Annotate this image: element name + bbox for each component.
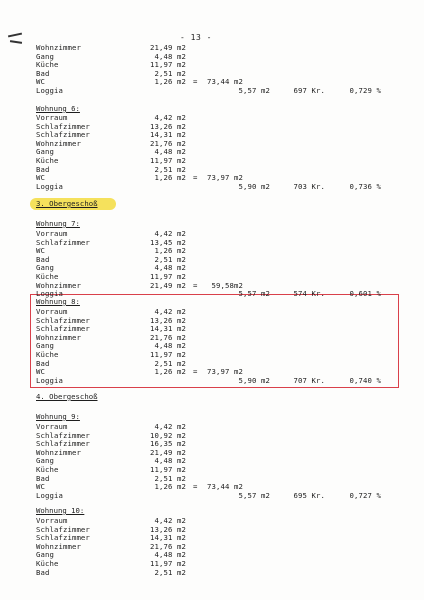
- room-area: 2,51 m2: [154, 473, 186, 483]
- equals-sign: =: [193, 173, 198, 183]
- room-name: Gang: [36, 51, 54, 61]
- room-name: Gang: [36, 550, 54, 560]
- share-percent: 0,727 %: [349, 490, 381, 500]
- room-area: 21,49 m2: [150, 43, 186, 52]
- room-area: 4,42 m2: [154, 307, 186, 316]
- apartment-heading: Wohnung 9:: [36, 412, 80, 421]
- room-name: Küche: [36, 350, 59, 359]
- room-area: 14,31 m2: [150, 130, 186, 140]
- room-area: 4,48 m2: [154, 147, 186, 157]
- room-name: WC: [36, 173, 45, 183]
- loggia-area: 5,57 m2: [238, 289, 270, 299]
- scan-artifact: [8, 33, 22, 38]
- room-area: 4,42 m2: [154, 113, 186, 122]
- room-area: 4,48 m2: [154, 456, 186, 466]
- room-area: 14,31 m2: [150, 533, 186, 543]
- room-name: WC: [36, 482, 45, 492]
- loggia-label: Loggia: [36, 181, 63, 191]
- room-name: Bad: [36, 68, 50, 78]
- room-name: WC: [36, 246, 45, 256]
- room-area: 10,92 m2: [150, 430, 186, 440]
- room-area: 4,48 m2: [154, 341, 186, 351]
- room-name: Gang: [36, 147, 54, 157]
- share-percent: 0,729 %: [349, 86, 381, 95]
- room-area: 4,42 m2: [154, 516, 186, 525]
- room-name: Gang: [36, 263, 54, 273]
- room-name: Küche: [36, 272, 59, 281]
- room-area: 21,49 m2: [150, 280, 186, 290]
- kr-value: 574 Kr.: [293, 289, 325, 299]
- room-area: 1,26 m2: [154, 173, 186, 183]
- room-name: WC: [36, 77, 45, 87]
- room-name: Schlafzimmer: [36, 524, 90, 534]
- room-area: 21,76 m2: [150, 138, 186, 148]
- room-area: 11,97 m2: [150, 272, 186, 281]
- room-name: Schlafzimmer: [36, 430, 90, 440]
- apartment-total: 73,97 m2: [207, 367, 243, 377]
- room-area: 13,45 m2: [150, 237, 186, 247]
- loggia-row: [0, 182, 424, 191]
- kr-value: 695 Kr.: [293, 490, 325, 500]
- room-area: 14,31 m2: [150, 324, 186, 334]
- loggia-label: Loggia: [36, 490, 63, 500]
- room-area: 21,76 m2: [150, 332, 186, 342]
- room-area: 11,97 m2: [150, 350, 186, 359]
- room-area: 11,97 m2: [150, 156, 186, 165]
- room-area: 11,97 m2: [150, 60, 186, 70]
- room-name: Bad: [36, 567, 50, 577]
- room-name: Vorraum: [36, 307, 68, 316]
- room-name: Schlafzimmer: [36, 130, 90, 140]
- room-area: 1,26 m2: [154, 246, 186, 256]
- room-area: 11,97 m2: [150, 559, 186, 568]
- equals-sign: =: [193, 280, 198, 290]
- room-name: Schlafzimmer: [36, 315, 90, 325]
- loggia-label: Loggia: [36, 375, 63, 385]
- room-name: Bad: [36, 473, 50, 483]
- room-name: Wohnzimmer: [36, 280, 81, 290]
- page-number: - 13 -: [180, 33, 212, 42]
- room-area: 1,26 m2: [154, 482, 186, 492]
- room-area: 21,49 m2: [150, 447, 186, 457]
- kr-value: 707 Kr.: [293, 375, 325, 385]
- loggia-area: 5,57 m2: [238, 490, 270, 500]
- apartment-heading: Wohnung 8:: [36, 297, 80, 306]
- room-name: Küche: [36, 465, 59, 474]
- loggia-row: [0, 376, 424, 385]
- room-area: 1,26 m2: [154, 367, 186, 377]
- loggia-area: 5,57 m2: [238, 86, 270, 95]
- room-area: 13,26 m2: [150, 524, 186, 534]
- kr-value: 697 Kr.: [293, 86, 325, 95]
- room-name: Küche: [36, 60, 59, 70]
- room-area: 4,48 m2: [154, 263, 186, 273]
- room-name: Wohnzimmer: [36, 43, 81, 52]
- room-area: 13,26 m2: [150, 315, 186, 325]
- room-name: Wohnzimmer: [36, 447, 81, 457]
- loggia-area: 5,90 m2: [238, 181, 270, 191]
- equals-sign: =: [193, 482, 198, 492]
- room-area: 4,48 m2: [154, 51, 186, 61]
- room-name: Vorraum: [36, 516, 68, 525]
- room-area: 13,26 m2: [150, 121, 186, 131]
- apartment-heading: Wohnung 10:: [36, 506, 85, 515]
- room-name: Wohnzimmer: [36, 332, 81, 342]
- share-percent: 0,736 %: [349, 181, 381, 191]
- room-name: Schlafzimmer: [36, 324, 90, 334]
- room-area: 4,42 m2: [154, 422, 186, 431]
- loggia-area: 5,90 m2: [238, 375, 270, 385]
- room-area: 16,35 m2: [150, 439, 186, 449]
- room-area: 4,48 m2: [154, 550, 186, 560]
- room-name: Vorraum: [36, 422, 68, 431]
- apartment-heading: Wohnung 7:: [36, 219, 80, 228]
- room-area: 2,51 m2: [154, 164, 186, 174]
- share-percent: 0,601 %: [349, 289, 381, 299]
- room-name: Wohnzimmer: [36, 138, 81, 148]
- room-name: Küche: [36, 559, 59, 568]
- room-name: Schlafzimmer: [36, 439, 90, 449]
- room-name: Wohnzimmer: [36, 541, 81, 551]
- room-area: 2,51 m2: [154, 68, 186, 78]
- apartment-total: 73,44 m2: [207, 482, 243, 492]
- equals-sign: =: [193, 367, 198, 377]
- floor-heading: 3. Obergeschoß: [36, 199, 98, 208]
- loggia-row: [0, 86, 424, 95]
- room-area: 11,97 m2: [150, 465, 186, 474]
- apartment-total: 59,58m2: [211, 280, 243, 290]
- room-area: 2,51 m2: [154, 358, 186, 368]
- room-area: 2,51 m2: [154, 254, 186, 264]
- room-name: Küche: [36, 156, 59, 165]
- apartment-total: 73,44 m2: [207, 77, 243, 87]
- room-name: Bad: [36, 254, 50, 264]
- room-row: [0, 568, 424, 577]
- loggia-label: Loggia: [36, 289, 63, 299]
- loggia-label: Loggia: [36, 86, 63, 95]
- equals-sign: =: [193, 77, 198, 87]
- room-area: 21,76 m2: [150, 541, 186, 551]
- room-name: Gang: [36, 456, 54, 466]
- share-percent: 0,740 %: [349, 375, 381, 385]
- apartment-total: 73,97 m2: [207, 173, 243, 183]
- room-name: WC: [36, 367, 45, 377]
- room-name: Bad: [36, 164, 50, 174]
- room-name: Schlafzimmer: [36, 121, 90, 131]
- room-name: Bad: [36, 358, 50, 368]
- room-name: Schlafzimmer: [36, 533, 90, 543]
- loggia-row: [0, 491, 424, 500]
- room-name: Vorraum: [36, 229, 68, 238]
- room-area: 2,51 m2: [154, 567, 186, 577]
- room-name: Vorraum: [36, 113, 68, 122]
- room-name: Schlafzimmer: [36, 237, 90, 247]
- floor-heading: 4. Obergeschoß: [36, 392, 98, 401]
- room-area: 4,42 m2: [154, 229, 186, 238]
- room-name: Gang: [36, 341, 54, 351]
- room-area: 1,26 m2: [154, 77, 186, 87]
- kr-value: 703 Kr.: [293, 181, 325, 191]
- apartment-heading: Wohnung 6:: [36, 104, 80, 113]
